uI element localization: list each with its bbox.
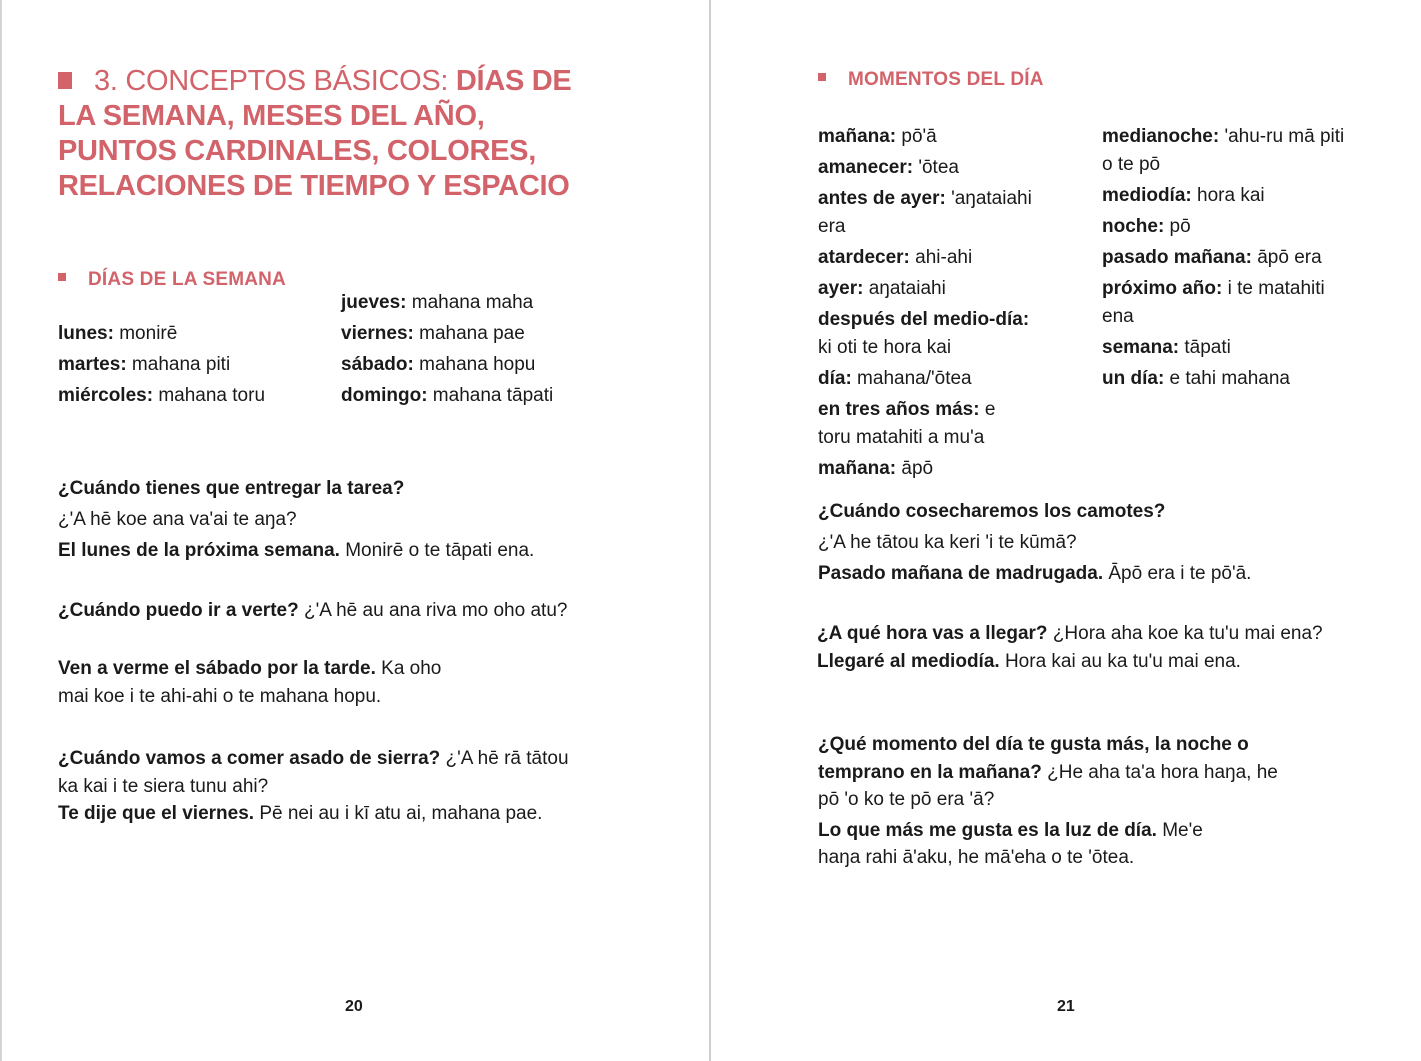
term: ayer: [818,278,864,299]
term: noche: [1102,216,1165,237]
answer-es: Lo que más me gusta es la luz de día. [818,819,1157,841]
question-es: ¿Cuándo puedo ir a verte? [58,600,299,621]
question [58,473,534,504]
translation: hora kai [1191,185,1265,206]
translation: e toru matahiti a mu'a [818,399,996,448]
question [58,597,567,625]
dialog-1 [58,473,534,566]
translation: āpō era [1251,247,1322,268]
dialog-4 [58,745,569,828]
dialog-momento [818,731,1303,872]
section-title-momentos [818,69,1044,91]
vocab-entry [818,455,1033,483]
translation: 'ōtea [913,157,959,178]
term: pasado mañana: [1102,247,1252,268]
term: amanecer: [818,157,914,178]
translation: āpō [896,458,934,479]
term: próximo año: [1102,278,1223,299]
vocab-entry [58,318,265,349]
answer [58,535,534,566]
translation: 'ahu-ru mā piti o te pō [1102,126,1345,175]
translation: monirē [113,323,178,344]
question-translation: ¿'A hē rā tātou [440,748,569,769]
statement [58,655,441,683]
square-bullet-icon [58,72,72,89]
days-list-col2 [341,287,553,411]
term: en tres años más: [818,399,980,420]
translation: aŋataiahi [863,278,946,299]
translation: mahana maha [406,292,534,313]
question-translation: ¿Hora aha koe ka tu'u mai ena? [1047,623,1323,644]
vocab-entry [1102,275,1352,331]
section-title-text: DÍAS DE LA SEMANA [88,269,286,290]
statement-translation: Ka oho [375,658,442,679]
translation: pō'ā [896,126,937,147]
translation: mahana hopu [413,354,536,375]
question-es: ¿Qué momento del día te gusta más, la noche o temprano en la mañana? [818,734,1249,783]
vocab-entry [818,275,1033,303]
dialog-3 [58,655,441,710]
question-es: ¿Cuándo tienes que entregar la tarea? [58,478,405,499]
answer-translation: Monirē o te tāpati ena. [339,540,535,561]
answer-es: Te dije que el viernes. [58,803,255,824]
answer-translation: Hora kai au ka tu'u mai ena. [999,650,1241,672]
vocab-entry [818,123,1033,151]
square-bullet-icon [818,73,826,81]
question [817,620,1337,648]
translation: e tahi mahana [1164,368,1290,389]
statement-translation-cont: mai koe i te ahi-ahi o te mahana hopu. [58,685,382,707]
dialog-hora [817,620,1337,675]
page-number: 20 [345,998,363,1015]
vocab-entry [818,185,1033,241]
answer [58,800,569,828]
question-translation: ¿'A he tātou ka keri 'i te kūmā? [818,532,1077,553]
chapter-number: 3. CONCEPTOS BÁSICOS: [94,65,449,97]
question-es: ¿Cuándo cosecharemos los camotes? [818,501,1166,522]
term: un día: [1102,368,1165,389]
translation: mahana tāpati [427,385,554,406]
answer-translation: Me'e haŋa rahi ā'aku, he mā'eha o te 'ōtea. [818,819,1203,868]
translation: mahana/'ōtea [851,368,972,389]
page-right [711,0,1421,1061]
answer [818,558,1251,589]
vocab-entry [1102,244,1352,272]
term: lunes: [58,323,114,344]
vocab-entry [341,287,553,318]
vocab-entry [1102,123,1352,179]
square-bullet-icon [58,273,66,281]
answer-es: Llegaré al mediodía. [817,650,1000,672]
page-number: 21 [1057,998,1075,1015]
answer-es: El lunes de la próxima semana. [58,540,340,561]
answer-translation: Āpō era i te pō'ā. [1103,563,1252,584]
section-title-text: MOMENTOS DEL DÍA [848,69,1044,90]
question-translation: ¿'A hē au ana riva mo oho atu? [298,600,568,621]
vocab-entry [58,349,265,380]
translation: pō [1164,216,1191,237]
answer-translation: Pē nei au i kī atu ai, mahana pae. [254,803,543,824]
vocab-entry [1102,182,1352,210]
term: miércoles: [58,385,154,406]
term: semana: [1102,337,1180,358]
question [818,731,1303,814]
translation: mahana piti [126,354,231,375]
vocab-entry [818,306,1033,362]
vocab-entry [818,365,1033,393]
vocab-entry [1102,365,1352,393]
question-translation: ¿He aha ta'a hora haŋa, he pō 'o ko te pō era 'ā? [818,761,1278,810]
translation: 'aŋataiahi era [818,188,1032,237]
term: mediodía: [1102,185,1192,206]
term: viernes: [341,323,414,344]
days-list-col1 [58,318,265,411]
question [58,745,569,773]
dialog-2 [58,597,567,625]
chapter-title [58,64,598,204]
term: antes de ayer: [818,188,946,209]
term: sábado: [341,354,414,375]
question [818,496,1251,527]
translation: mahana pae [413,323,525,344]
term: jueves: [341,292,407,313]
term: atardecer: [818,247,910,268]
vocab-entry [1102,213,1352,241]
answer [817,648,1337,676]
vocab-entry [341,318,553,349]
vocab-entry [1102,334,1352,362]
answer [818,817,1248,872]
answer-es: Pasado mañana de madrugada. [818,563,1104,584]
moments-list-col2 [1102,123,1352,396]
term: martes: [58,354,127,375]
translation: tāpati [1179,337,1231,358]
dialog-camotes [818,496,1251,589]
section-title-dias [58,269,286,291]
page-left [0,0,709,1061]
vocab-entry [818,396,1033,452]
term: medianoche: [1102,126,1220,147]
term: mañana: [818,126,897,147]
translation: i te matahiti ena [1102,278,1325,327]
vocab-entry [818,154,1033,182]
statement-es: Ven a verme el sábado por la tarde. [58,658,376,679]
term: domingo: [341,385,428,406]
term: después del medio-día: [818,309,1030,330]
vocab-entry [341,349,553,380]
translation: ki oti te hora kai [818,337,952,358]
vocab-entry [818,244,1033,272]
question-translation: ¿'A hē koe ana va'ai te aŋa? [58,509,297,530]
question-es: ¿A qué hora vas a llegar? [817,623,1048,644]
vocab-entry [58,380,265,411]
moments-list-col1 [818,123,1033,486]
chapter-topic: DÍAS DE LA SEMANA, MESES DEL AÑO, PUNTOS CARDINALES, COLORES, RELACIONES DE TIEMPO Y ESPACIO [58,65,572,202]
translation: mahana toru [153,385,266,406]
translation: ahi-ahi [909,247,973,268]
term: día: [818,368,852,389]
question-es: ¿Cuándo vamos a comer asado de sierra? [58,748,441,769]
term: mañana: [818,458,897,479]
vocab-entry [341,380,553,411]
question-translation-cont: ka kai i te siera tunu ahi? [58,775,269,797]
